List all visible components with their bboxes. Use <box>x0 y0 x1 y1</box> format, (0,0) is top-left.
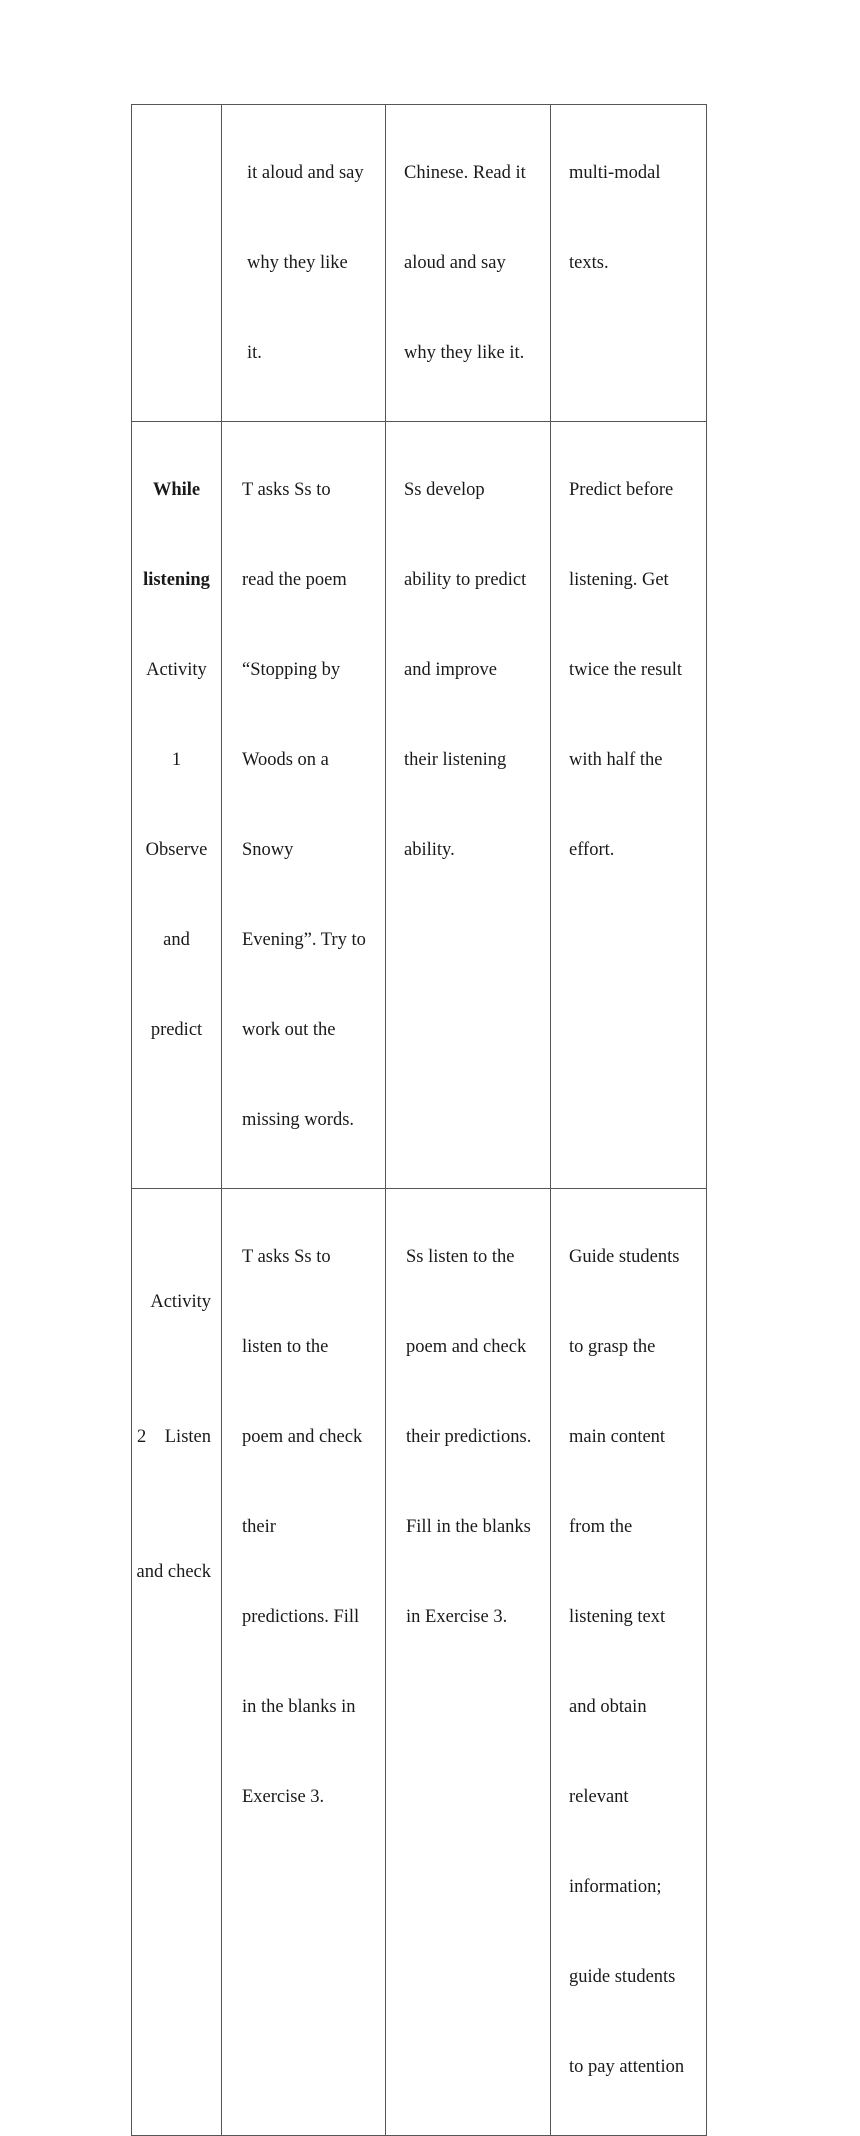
table-row <box>132 422 707 1189</box>
lesson-plan-table <box>131 104 707 2136</box>
teacher-activity-cell <box>222 422 386 1189</box>
stage-cell <box>132 105 222 422</box>
text-line: with half the <box>569 750 663 770</box>
text-line: their listening <box>404 750 507 770</box>
text-line: missing words. <box>242 1110 355 1130</box>
text-line: Snowy <box>242 840 294 860</box>
text-line: work out the <box>242 1020 336 1040</box>
text-line: relevant <box>569 1787 629 1807</box>
text-line: predict <box>150 1020 203 1040</box>
text-line: Observe <box>145 840 208 860</box>
student-activity-cell <box>386 1189 551 2136</box>
student-activity-cell <box>386 422 551 1189</box>
text-line: effort. <box>569 840 615 860</box>
text-line: and check <box>136 1562 211 1582</box>
text-line: listen to the <box>242 1337 329 1357</box>
table-row <box>132 1189 707 2136</box>
text-line: their <box>242 1517 276 1537</box>
text-line: predictions. Fill <box>242 1607 360 1627</box>
table-row <box>132 105 707 422</box>
purpose-cell <box>551 105 707 422</box>
stage-cell <box>132 1189 222 2136</box>
text-line: poem and check <box>406 1337 527 1357</box>
stage-cell <box>132 422 222 1189</box>
text-line: Fill in the blanks <box>406 1517 531 1537</box>
text-line: Evening”. Try to <box>242 930 366 950</box>
text-line: and <box>163 930 190 950</box>
purpose-cell <box>551 1189 707 2136</box>
text-line: Predict before <box>569 480 674 500</box>
text-line: Ss listen to the <box>406 1247 515 1267</box>
text-line: read the poem <box>242 570 347 590</box>
teacher-activity-cell <box>222 105 386 422</box>
text-line: in the blanks in <box>242 1697 356 1717</box>
text-line: 2 Listen <box>137 1427 211 1447</box>
text-line: Chinese. Read it <box>404 163 526 183</box>
text-line: T asks Ss to <box>242 1247 331 1267</box>
text-line: it. <box>247 343 262 363</box>
text-line: why they like it. <box>404 343 525 363</box>
text-line: 1 <box>171 750 182 770</box>
text-line: listening. Get <box>569 570 669 590</box>
text-line: to pay attention <box>569 2057 685 2077</box>
text-line: aloud and say <box>404 253 506 273</box>
text-line: Activity <box>150 1292 211 1312</box>
student-activity-cell <box>386 105 551 422</box>
text-line: why they like <box>247 253 348 273</box>
text-line: from the <box>569 1517 633 1537</box>
text-line: Activity <box>146 660 207 680</box>
text-line: and obtain <box>569 1697 647 1717</box>
stage-heading-line: While <box>152 480 201 500</box>
text-line: multi-modal <box>569 163 661 183</box>
text-line: in Exercise 3. <box>406 1607 508 1627</box>
text-line: main content <box>569 1427 666 1447</box>
text-line: “Stopping by <box>242 660 341 680</box>
text-line: Guide students <box>569 1247 680 1267</box>
text-line: T asks Ss to <box>242 480 331 500</box>
text-line: poem and check <box>242 1427 363 1447</box>
text-line: ability to predict <box>404 570 527 590</box>
purpose-cell <box>551 422 707 1189</box>
text-line: Woods on a <box>242 750 329 770</box>
text-line: Ss develop <box>404 480 485 500</box>
text-line: twice the result <box>569 660 683 680</box>
text-line: their predictions. <box>406 1427 532 1447</box>
text-line: texts. <box>569 253 609 273</box>
text-line: guide students <box>569 1967 676 1987</box>
teacher-activity-cell <box>222 1189 386 2136</box>
text-line: to grasp the <box>569 1337 656 1357</box>
text-line: listening text <box>569 1607 666 1627</box>
text-line: information; <box>569 1877 662 1897</box>
text-line: it aloud and say <box>247 163 364 183</box>
text-line: Exercise 3. <box>242 1787 325 1807</box>
stage-heading-line: listening <box>143 570 210 590</box>
text-line: and improve <box>404 660 497 680</box>
text-line: ability. <box>404 840 455 860</box>
